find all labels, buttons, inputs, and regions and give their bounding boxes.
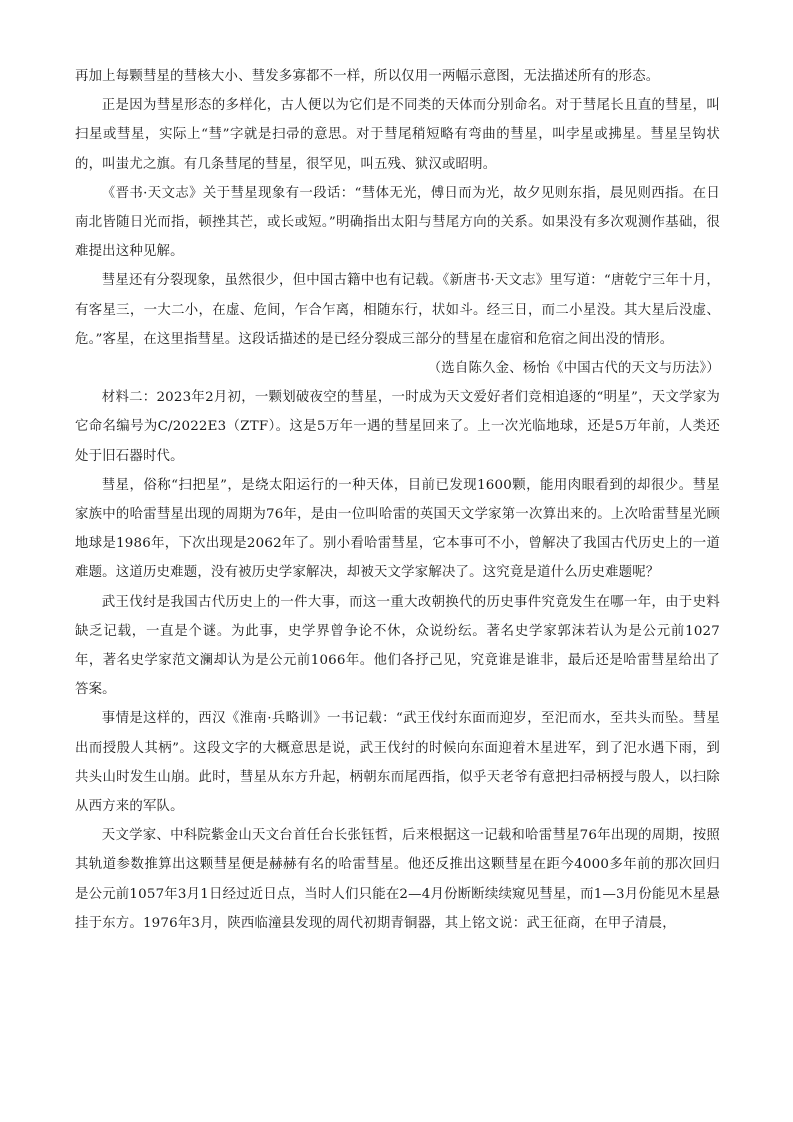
paragraph-6: 彗星，俗称“扫把星”，是绕太阳运行的一种天体，目前已发现1600颗，能用肉眼看到的却很少。彗星家族中的哈雷彗星出现的周期为76年，是由一位叫哈雷的英国天文学家第一次算出来的。上次哈雷彗星光顾地球是1986年，下次出现是2062年了。别小看哈雷彗星，它本事可不小，曾解决了我国古代历史上的一道难题。这道历史难题，没有被历史学家解决，却被天文学家解决了。这究竟是道什么历史难题呢？: [75, 477, 720, 581]
paragraph-7: 武王伐纣是我国古代历史上的一件大事，而这一重大改朝换代的历史事件究竟发生在哪一年，由于史料缺乏记载，一直是个谜。为此事，史学界曾争论不休，众说纷纭。著名史学家郭沫若认为是公元前1027年，著名史学家范文澜却认为是公元前1066年。他们各抒己见，究竟谁是谁非，最后还是哈雷彗星给出了答案。: [75, 594, 720, 698]
paragraph-9: 天文学家、中科院紫金山天文台首任台长张钰哲，后来根据这一记载和哈雷彗星76年出现的周期，按照其轨道参数推算出这颗彗星便是赫赫有名的哈雷彗星。他还反推出这颗彗星在距今4000多年前的那次回归是公元前1057年3月1日经过近日点，当时人们只能在2—4月份断断续续窥见彗星，而1—3月份能见木星悬挂于东方。1976年3月，陕西临潼县发现的周代初期青铜器，其上铭文说：武王征商，在甲子清晨，: [75, 828, 720, 931]
source-citation: （选自陈久金、杨怡《中国古代的天文与历法》）: [427, 361, 720, 377]
paragraph-3: 《晋书·天文志》关于彗星现象有一段话：“彗体无光，傅日而为光，故夕见则东指，晨见则西指。在日南北皆随日光而指，顿挫其芒，或长或短。”明确指出太阳与彗尾方向的关系。如果没有多次观测作基础，很难提出这种见解。: [75, 185, 720, 260]
article-body: [75, 62, 720, 938]
paragraph-5: 材料二：2023年2月初，一颗划破夜空的彗星，一时成为天文爱好者们竞相追逐的“明星”，天文学家为它命名编号为C/2022E3（ZTF）。这是5万年一遇的彗星回来了。上一次光临地球，还是5万年前，人类还处于旧石器时代。: [75, 390, 720, 464]
paragraph-4: 彗星还有分裂现象，虽然很少，但中国古籍中也有记载。《新唐书·天文志》里写道：“唐乾宁三年十月，有客星三，一大二小，在虚、危间，乍合乍离，相随东行，状如斗。经三日，而二小星没。其大星后没虚、危。”客星，在这里指彗星。这段话描述的是已经分裂成三部分的彗星在虚宿和危宿之间出没的情形。: [75, 273, 720, 347]
paragraph-2: 正是因为彗星形态的多样化，古人便以为它们是不同类的天体而分别命名。对于彗尾长且直的彗星，叫扫星或彗星，实际上“彗”字就是扫帚的意思。对于彗尾稍短略有弯曲的彗星，叫孛星或拂星。彗星呈钩状的，叫蚩尤之旗。有几条彗尾的彗星，很罕见，叫五残、狱汉或昭明。: [75, 98, 720, 172]
paragraph-8: 事情是这样的，西汉《淮南·兵略训》一书记载：“武王伐纣东面而迎岁，至汜而水，至共头而坠。彗星出而授殷人其柄”。这段文字的大概意思是说，武王伐纣的时候向东面迎着木星进军，到了汜水遇下雨，到共头山时发生山崩。此时，彗星从东方升起，柄朝东而尾西指，似乎天老爷有意把扫帚柄授与殷人，以扫除从西方来的军队。: [75, 711, 720, 815]
paragraph-1: 再加上每颗彗星的彗核大小、彗发多寡都不一样，所以仅用一两幅示意图，无法描述所有的形态。: [75, 69, 660, 84]
